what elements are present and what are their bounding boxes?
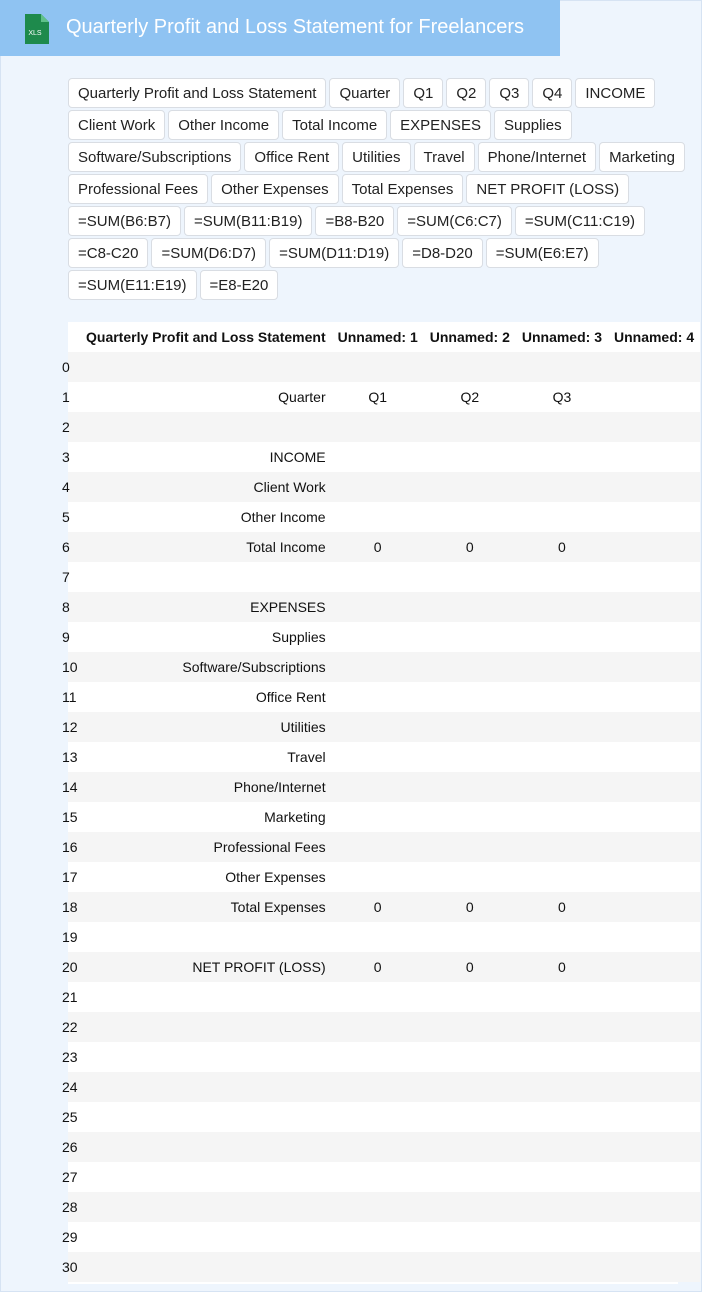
- value-chip[interactable]: =SUM(B6:B7): [68, 206, 181, 236]
- value-chip[interactable]: Q1: [403, 78, 443, 108]
- row-index: 28: [62, 1199, 78, 1215]
- row-index: 13: [62, 749, 78, 765]
- row-index: 24: [62, 1079, 78, 1095]
- value-chip[interactable]: =SUM(E6:E7): [486, 238, 599, 268]
- value-cell: Q2: [460, 389, 480, 405]
- value-cell: 0: [373, 539, 382, 555]
- value-cell: [424, 442, 516, 472]
- table-body: [62, 352, 700, 1282]
- value-cell: [608, 562, 700, 592]
- value-cell: [332, 1012, 424, 1042]
- row-index: 15: [62, 809, 78, 825]
- value-cell: [332, 1252, 424, 1282]
- table-header-row: [68, 322, 700, 352]
- value-cell: [516, 1252, 608, 1282]
- table-row: [68, 532, 700, 562]
- label-cell: Total Income: [246, 539, 326, 555]
- label-cell: [80, 412, 332, 442]
- label-cell: Other Expenses: [225, 869, 326, 885]
- value-chip[interactable]: INCOME: [575, 78, 655, 108]
- value-cell: [516, 802, 608, 832]
- label-cell: [80, 922, 332, 952]
- value-cell: [516, 352, 608, 382]
- value-chip[interactable]: Total Expenses: [342, 174, 464, 204]
- table-row: [68, 652, 700, 682]
- value-cell: [332, 682, 424, 712]
- value-cell: [424, 592, 516, 622]
- value-cell: [516, 472, 608, 502]
- value-cell: [424, 1162, 516, 1192]
- table-row: [68, 1102, 700, 1132]
- table-row: [68, 922, 700, 952]
- value-cell: [608, 592, 700, 622]
- value-cell: 0: [558, 959, 566, 975]
- value-cell: [332, 772, 424, 802]
- value-cell: [332, 1102, 424, 1132]
- value-chip[interactable]: Other Income: [168, 110, 279, 140]
- value-cell: [608, 1132, 700, 1162]
- value-cell: [424, 1132, 516, 1162]
- row-index: 27: [62, 1169, 78, 1185]
- value-cell: [608, 472, 700, 502]
- data-table-panel: [62, 322, 695, 1284]
- label-cell: Office Rent: [255, 689, 326, 705]
- table-row: [68, 772, 700, 802]
- value-cell: [608, 502, 700, 532]
- value-cell: 0: [373, 959, 382, 975]
- value-cell: [332, 502, 424, 532]
- value-chip[interactable]: Quarterly Profit and Loss Statement: [68, 78, 326, 108]
- value-cell: [332, 982, 424, 1012]
- value-cell: [608, 1192, 700, 1222]
- value-cell: [608, 922, 700, 952]
- value-cell: [608, 1072, 700, 1102]
- value-cell: [424, 682, 516, 712]
- label-cell: Software/Subscriptions: [182, 659, 326, 675]
- value-cell: [424, 562, 516, 592]
- value-chip[interactable]: Quarter: [329, 78, 400, 108]
- value-cell: [424, 352, 516, 382]
- index-header: [68, 322, 80, 352]
- column-header[interactable]: Unnamed: 3: [516, 322, 608, 352]
- value-cell: Q3: [552, 389, 572, 405]
- value-cell: 0: [558, 539, 566, 555]
- value-cell: [332, 922, 424, 952]
- value-cell: [608, 682, 700, 712]
- value-cell: [424, 1192, 516, 1222]
- table-row: [68, 1072, 700, 1102]
- value-cell: [424, 1072, 516, 1102]
- page-title: Quarterly Profit and Loss Statement for Freelancers: [66, 16, 524, 38]
- table-row: [68, 1132, 700, 1162]
- row-index: 25: [62, 1109, 78, 1125]
- label-cell: INCOME: [269, 449, 326, 465]
- xls-file-icon: [22, 13, 50, 45]
- value-cell: [332, 412, 424, 442]
- table-row: [68, 622, 700, 652]
- value-cell: [516, 442, 608, 472]
- table-row: [68, 862, 700, 892]
- row-index: 12: [62, 719, 78, 735]
- value-cell: [332, 442, 424, 472]
- value-cell: [608, 1252, 700, 1282]
- value-cell: [424, 1042, 516, 1072]
- label-cell: NET PROFIT (LOSS): [192, 959, 326, 975]
- value-chip[interactable]: Software/Subscriptions: [68, 142, 241, 172]
- row-index: 23: [62, 1049, 78, 1065]
- value-cell: [332, 832, 424, 862]
- value-cell: [332, 562, 424, 592]
- table-row: [68, 562, 700, 592]
- value-cell: [332, 592, 424, 622]
- label-cell: Travel: [287, 749, 326, 765]
- value-cell: [332, 1162, 424, 1192]
- label-cell: [80, 562, 332, 592]
- table-row: [68, 832, 700, 862]
- value-cell: [608, 712, 700, 742]
- column-header[interactable]: Unnamed: 4: [608, 322, 700, 352]
- row-index: 5: [62, 509, 70, 525]
- value-cell: [608, 622, 700, 652]
- value-cell: [332, 1192, 424, 1222]
- label-cell: [80, 1132, 332, 1162]
- value-chip[interactable]: Client Work: [68, 110, 165, 140]
- value-cell: [332, 1072, 424, 1102]
- value-chip[interactable]: =SUM(C11:C19): [515, 206, 645, 236]
- value-cell: [516, 592, 608, 622]
- value-cell: [424, 712, 516, 742]
- value-cell: [516, 682, 608, 712]
- value-cell: [608, 802, 700, 832]
- value-cell: 0: [558, 899, 566, 915]
- value-cell: [332, 862, 424, 892]
- table-row: [68, 1252, 700, 1282]
- row-index: 10: [62, 659, 78, 675]
- label-cell: [80, 1192, 332, 1222]
- row-index: 26: [62, 1139, 78, 1155]
- value-cell: [608, 1162, 700, 1192]
- label-cell: [80, 1102, 332, 1132]
- table-row: [68, 1012, 700, 1042]
- value-cell: [608, 1102, 700, 1132]
- row-index: 7: [62, 569, 70, 585]
- value-cell: [608, 1042, 700, 1072]
- value-cell: [608, 772, 700, 802]
- label-cell: Utilities: [280, 719, 326, 735]
- value-cell: [516, 742, 608, 772]
- value-cell: [516, 652, 608, 682]
- label-cell: Quarter: [278, 389, 326, 405]
- value-cell: [424, 832, 516, 862]
- value-cell: 0: [465, 899, 474, 915]
- column-header[interactable]: Quarterly Profit and Loss Statement: [80, 322, 332, 352]
- table-row: [68, 1162, 700, 1192]
- table-row: [68, 592, 700, 622]
- row-index: 17: [62, 869, 78, 885]
- table-row: [68, 412, 700, 442]
- value-chip[interactable]: =C8-C20: [68, 238, 148, 268]
- value-cell: [332, 802, 424, 832]
- row-index: 29: [62, 1229, 78, 1245]
- value-cell: 0: [465, 959, 474, 975]
- value-cell: [608, 862, 700, 892]
- table-row: [68, 442, 700, 472]
- value-cell: [516, 502, 608, 532]
- label-cell: EXPENSES: [250, 599, 326, 615]
- label-cell: Supplies: [271, 629, 326, 645]
- row-index: 11: [62, 689, 77, 705]
- value-cell: [608, 652, 700, 682]
- value-cell: [424, 772, 516, 802]
- label-cell: [80, 1162, 332, 1192]
- value-cell: [608, 352, 700, 382]
- value-chip[interactable]: =B8-B20: [315, 206, 394, 236]
- value-chip[interactable]: =D8-D20: [402, 238, 482, 268]
- value-cell: [608, 442, 700, 472]
- table-row: [68, 472, 700, 502]
- table-row: [68, 352, 700, 382]
- table-row: [68, 742, 700, 772]
- value-cell: [332, 1222, 424, 1252]
- value-cell: [608, 532, 700, 562]
- table-row: [68, 682, 700, 712]
- value-chip[interactable]: NET PROFIT (LOSS): [466, 174, 629, 204]
- value-chip[interactable]: =SUM(D11:D19): [269, 238, 399, 268]
- row-index: 0: [62, 359, 70, 375]
- label-cell: Client Work: [253, 479, 326, 495]
- label-cell: Professional Fees: [213, 839, 326, 855]
- value-chip[interactable]: Phone/Internet: [478, 142, 596, 172]
- value-chip[interactable]: Marketing: [599, 142, 685, 172]
- value-cell: [516, 1042, 608, 1072]
- label-cell: [80, 1252, 332, 1282]
- table-row: [68, 1042, 700, 1072]
- row-index: 4: [62, 479, 70, 495]
- value-cell: [424, 412, 516, 442]
- value-chip[interactable]: Other Expenses: [211, 174, 339, 204]
- value-cell: Q1: [368, 389, 388, 405]
- table-row: [68, 1192, 700, 1222]
- column-header[interactable]: Unnamed: 1: [332, 322, 424, 352]
- table-row: [68, 382, 700, 412]
- value-cell: [424, 1102, 516, 1132]
- value-cell: [516, 1102, 608, 1132]
- value-chip[interactable]: Travel: [414, 142, 475, 172]
- value-cell: [516, 832, 608, 862]
- value-cell: [608, 892, 700, 922]
- table-row: [68, 712, 700, 742]
- row-index: 19: [62, 929, 78, 945]
- value-cell: [332, 352, 424, 382]
- value-cell: [516, 1132, 608, 1162]
- title-bar: [0, 0, 560, 56]
- value-cell: [516, 862, 608, 892]
- value-cell: [608, 382, 700, 412]
- value-chip[interactable]: =E8-E20: [200, 270, 279, 300]
- table-row: [68, 952, 700, 982]
- row-index: 9: [62, 629, 70, 645]
- svg-text:XLS: XLS: [28, 30, 42, 37]
- value-cell: [424, 472, 516, 502]
- value-cell: [608, 952, 700, 982]
- table-row: [68, 502, 700, 532]
- label-cell: Other Income: [240, 509, 326, 525]
- value-chip[interactable]: Utilities: [342, 142, 410, 172]
- value-chip[interactable]: =SUM(C6:C7): [397, 206, 512, 236]
- row-index: 30: [62, 1259, 78, 1275]
- table-row: [68, 802, 700, 832]
- column-value-chips: [68, 78, 702, 300]
- value-cell: [516, 712, 608, 742]
- value-chip[interactable]: Q4: [532, 78, 572, 108]
- label-cell: [80, 982, 332, 1012]
- value-cell: [516, 772, 608, 802]
- value-cell: [332, 1132, 424, 1162]
- value-chip[interactable]: Office Rent: [244, 142, 339, 172]
- row-index: 16: [62, 839, 78, 855]
- value-chip[interactable]: Total Income: [282, 110, 387, 140]
- value-cell: [424, 742, 516, 772]
- value-cell: [424, 502, 516, 532]
- row-index: 3: [62, 449, 70, 465]
- value-cell: [608, 742, 700, 772]
- row-index: 18: [62, 899, 78, 915]
- value-cell: [332, 712, 424, 742]
- table-row: [68, 982, 700, 1012]
- row-index: 22: [62, 1019, 78, 1035]
- value-cell: [516, 1162, 608, 1192]
- row-index: 6: [62, 539, 70, 555]
- value-chip[interactable]: =SUM(D6:D7): [151, 238, 266, 268]
- value-cell: [424, 1222, 516, 1252]
- value-cell: [424, 862, 516, 892]
- value-cell: 0: [373, 899, 382, 915]
- value-cell: [424, 652, 516, 682]
- table-row: [68, 892, 700, 922]
- value-cell: [608, 1222, 700, 1252]
- value-chip[interactable]: Professional Fees: [68, 174, 208, 204]
- row-index: 2: [62, 419, 70, 435]
- value-cell: [332, 742, 424, 772]
- value-cell: [332, 472, 424, 502]
- label-cell: Phone/Internet: [233, 779, 326, 795]
- value-cell: [332, 622, 424, 652]
- value-chip[interactable]: =SUM(B11:B19): [184, 206, 313, 236]
- value-cell: [516, 1012, 608, 1042]
- value-cell: [516, 622, 608, 652]
- data-table: [62, 322, 700, 1282]
- value-chip[interactable]: Q2: [446, 78, 486, 108]
- value-cell: [608, 1012, 700, 1042]
- value-chip[interactable]: =SUM(E11:E19): [68, 270, 197, 300]
- value-cell: [332, 652, 424, 682]
- value-cell: [424, 622, 516, 652]
- value-cell: [608, 832, 700, 862]
- value-chip[interactable]: Supplies: [494, 110, 572, 140]
- value-cell: 0: [465, 539, 474, 555]
- value-cell: [516, 1222, 608, 1252]
- row-index: 20: [62, 959, 78, 975]
- value-cell: [424, 982, 516, 1012]
- label-cell: [80, 1072, 332, 1102]
- label-cell: Total Expenses: [230, 899, 326, 915]
- value-chip[interactable]: EXPENSES: [390, 110, 491, 140]
- value-cell: [516, 1192, 608, 1222]
- value-cell: [332, 1042, 424, 1072]
- value-cell: [516, 922, 608, 952]
- label-cell: [80, 1042, 332, 1072]
- table-row: [68, 1222, 700, 1252]
- value-cell: [516, 982, 608, 1012]
- row-index: 1: [62, 389, 70, 405]
- value-cell: [608, 412, 700, 442]
- column-header[interactable]: Unnamed: 2: [424, 322, 516, 352]
- value-cell: [424, 1252, 516, 1282]
- row-index: 21: [62, 989, 78, 1005]
- value-cell: [424, 1012, 516, 1042]
- label-cell: [80, 1012, 332, 1042]
- row-index: 14: [62, 779, 78, 795]
- value-cell: [516, 562, 608, 592]
- label-cell: [80, 352, 332, 382]
- value-cell: [608, 982, 700, 1012]
- value-cell: [516, 412, 608, 442]
- label-cell: Marketing: [264, 809, 326, 825]
- value-cell: [424, 922, 516, 952]
- row-index: 8: [62, 599, 70, 615]
- value-chip[interactable]: Q3: [489, 78, 529, 108]
- value-cell: [424, 802, 516, 832]
- value-cell: [516, 1072, 608, 1102]
- label-cell: [80, 1222, 332, 1252]
